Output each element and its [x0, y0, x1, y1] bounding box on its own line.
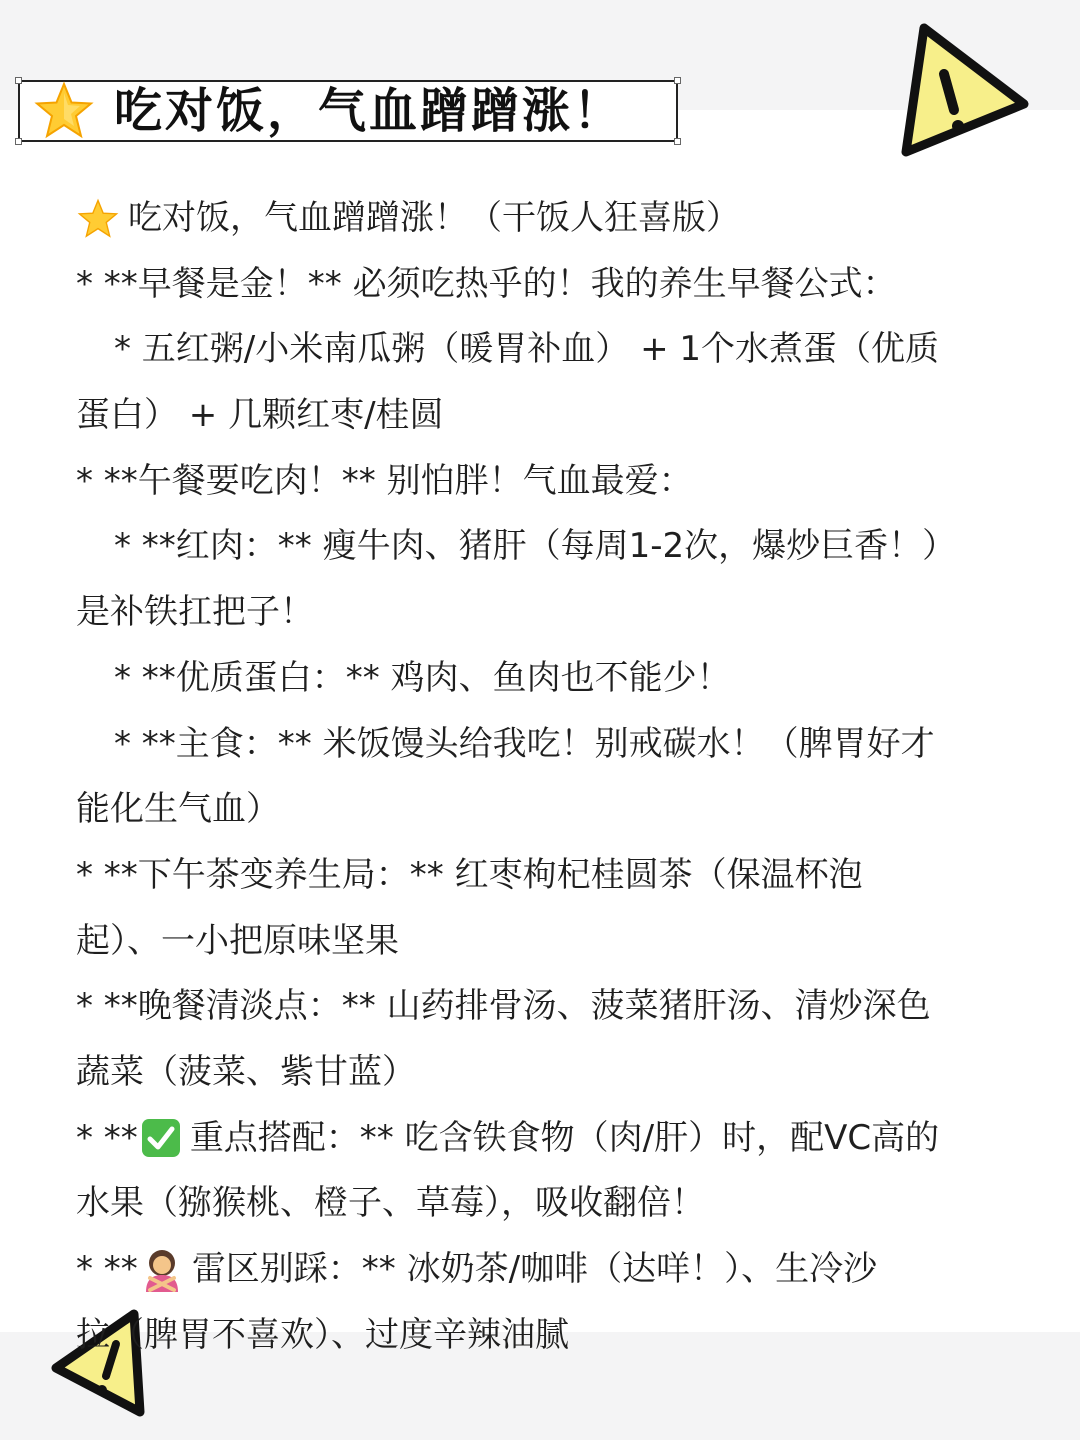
- line-text: * **晚餐清淡点：** 山药排骨汤、菠菜猪肝汤、清炒深色: [76, 986, 931, 1027]
- line-text: * **午餐要吃肉！** 别怕胖！气血最爱：: [76, 460, 693, 501]
- line-text: 吃对饭，气血蹭蹭涨！（干饭人狂喜版）: [128, 198, 740, 238]
- line-text: * **下午茶变养生局：** 红枣枸杞桂圆茶（保温杯泡: [76, 854, 863, 895]
- text-line: [76, 1171, 1006, 1237]
- line-text: 水果（猕猴桃、橙子、草莓），吸收翻倍！: [76, 1183, 705, 1224]
- resize-handle-bottom-right[interactable]: [674, 138, 681, 145]
- line-text: * **早餐是金！** 必须吃热乎的！我的养生早餐公式：: [76, 263, 897, 304]
- line-text: * **主食：** 米饭馒头给我吃！别戒碳水！（脾胃好才: [114, 723, 935, 764]
- line-text: * **优质蛋白：** 鸡肉、鱼肉也不能少！: [114, 657, 731, 698]
- text-line: [76, 777, 1006, 843]
- line-text: 雷区别踩：** 冰奶茶/咖啡（达咩！）、生冷沙: [191, 1249, 878, 1289]
- text-line: [76, 317, 1006, 383]
- text-line: [76, 514, 1006, 580]
- title-banner[interactable]: [18, 80, 678, 142]
- text-line: [76, 383, 1006, 449]
- text-line: [76, 646, 1006, 712]
- line-text: 蔬菜（菠菜、紫甘蓝）: [76, 1051, 416, 1092]
- resize-handle-top-right[interactable]: [674, 77, 681, 84]
- line-text: * **红肉：** 瘦牛肉、猪肝（每周1-2次，爆炒巨香！）: [114, 526, 957, 567]
- text-line: [76, 1303, 1006, 1369]
- text-line: [76, 252, 1006, 318]
- text-line: [76, 186, 1006, 252]
- line-text: * **: [76, 1117, 138, 1158]
- text-line: [76, 974, 1006, 1040]
- line-text: 起）、一小把原味坚果: [76, 920, 399, 961]
- check-mark-icon: [140, 1117, 182, 1159]
- text-line: [76, 1040, 1006, 1106]
- page-title: 吃对饭，气血蹭蹭涨！: [114, 83, 625, 139]
- line-text: 重点搭配：** 吃含铁食物（肉/肝）时，配VC高的: [189, 1117, 940, 1158]
- resize-handle-bottom-left[interactable]: [15, 138, 22, 145]
- text-line: [76, 909, 1006, 975]
- warning-triangle-icon: [892, 20, 1032, 160]
- resize-handle-top-left[interactable]: [15, 77, 22, 84]
- line-text: * **: [76, 1249, 138, 1289]
- line-text: * 五红粥/小米南瓜粥（暖胃补血） + 1个水煮蛋（优质: [114, 329, 939, 370]
- line-text: 蛋白） + 几颗红枣/桂圆: [76, 395, 444, 436]
- text-line: [76, 712, 1006, 778]
- line-text: 是补铁扛把子！: [76, 592, 314, 633]
- line-text: 能化生气血）: [76, 789, 280, 830]
- text-line: [76, 580, 1006, 646]
- line-text: 拉（脾胃不喜欢）、过度辛辣油腻: [76, 1314, 569, 1355]
- text-line: [76, 1106, 1006, 1172]
- star-icon: [28, 80, 100, 142]
- body-text: [76, 186, 1006, 1368]
- text-line: [76, 843, 1006, 909]
- star-icon: [76, 198, 120, 240]
- text-line: [76, 1237, 1006, 1303]
- text-line: [76, 449, 1006, 515]
- person-gesturing-no-icon: [140, 1248, 184, 1292]
